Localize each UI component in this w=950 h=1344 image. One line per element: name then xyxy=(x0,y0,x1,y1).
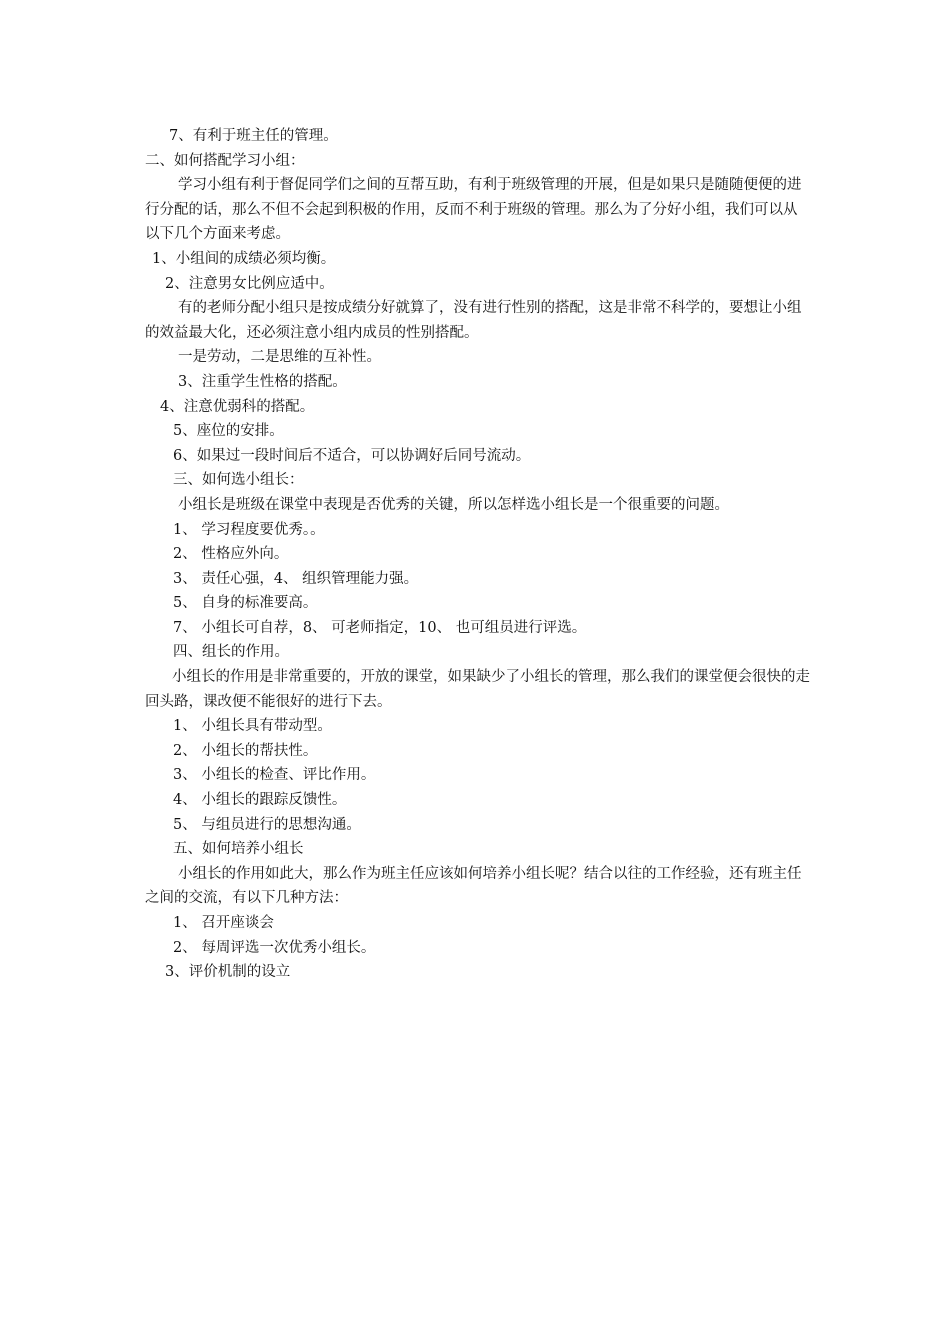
list-item: 2、 小组长的帮扶性。 xyxy=(173,742,318,759)
list-item: 7、 小组长可自荐，8、 可老师指定，10、 也可组员进行评选。 xyxy=(173,619,587,636)
list-item: 1、 召开座谈会 xyxy=(173,915,274,931)
section-heading: 四、组长的作用。 xyxy=(173,644,289,661)
paragraph: 学习小组有利于督促同学们之间的互帮互助，有利于班级管理的开展，但是如果只是随随便便的进行分配的话，那么不但不会起到积极的作用，反而不利于班级的管理。那么为了分好小组，我们可以从以下几个方面来考虑。 xyxy=(145,177,802,243)
list-item: 1、 学习程度要优秀。。 xyxy=(173,521,325,538)
list-item: 3、评价机制的设立 xyxy=(165,964,291,981)
list-item: 1、小组间的成绩必须均衡。 xyxy=(152,250,336,267)
list-item: 3、 小组长的检查、评比作用。 xyxy=(173,767,376,784)
list-item: 5、座位的安排。 xyxy=(173,423,284,440)
list-item: 4、 小组长的跟踪反馈性。 xyxy=(173,792,347,809)
list-item: 1、 小组长具有带动型。 xyxy=(173,718,332,735)
list-item: 2、 每周评选一次优秀小组长。 xyxy=(173,939,376,956)
list-item: 3、 责任心强，4、 组织管理能力强。 xyxy=(173,570,419,587)
list-item: 7、有利于班主任的管理。 xyxy=(169,128,338,144)
section-heading: 三、如何选小组长： xyxy=(173,472,304,489)
list-item: 3、注重学生性格的搭配。 xyxy=(178,373,347,390)
section-heading: 二、如何搭配学习小组： xyxy=(145,152,305,169)
list-item: 5、 自身的标准要高。 xyxy=(173,595,318,612)
list-item: 4、注意优弱科的搭配。 xyxy=(160,398,315,415)
paragraph: 一是劳动，二是思维的互补性。 xyxy=(178,349,381,366)
paragraph: 小组长的作用是非常重要的，开放的课堂，如果缺少了小组长的管理，那么我们的课堂便会很快的走回头路，课改便不能很好的进行下去。 xyxy=(145,669,810,710)
paragraph: 小组长的作用如此大，那么作为班主任应该如何培养小组长呢？结合以往的工作经验，还有班主任之间的交流，有以下几种方法： xyxy=(145,865,802,907)
paragraph: 小组长是班级在课堂中表现是否优秀的关键，所以怎样选小组长是一个很重要的问题。 xyxy=(178,496,729,513)
list-item: 5、 与组员进行的思想沟通。 xyxy=(173,816,361,833)
list-item: 2、注意男女比例应适中。 xyxy=(165,275,334,292)
list-item: 6、如果过一段时间后不适合，可以协调好后同号流动。 xyxy=(173,447,531,464)
paragraph: 有的老师分配小组只是按成绩分好就算了，没有进行性别的搭配，这是非常不科学的，要想让小组的效益最大化，还必须注意小组内成员的性别搭配。 xyxy=(145,300,802,341)
list-item: 2、 性格应外向。 xyxy=(173,546,289,563)
section-heading: 五、如何培养小组长 xyxy=(173,841,304,858)
document-body xyxy=(145,124,810,985)
